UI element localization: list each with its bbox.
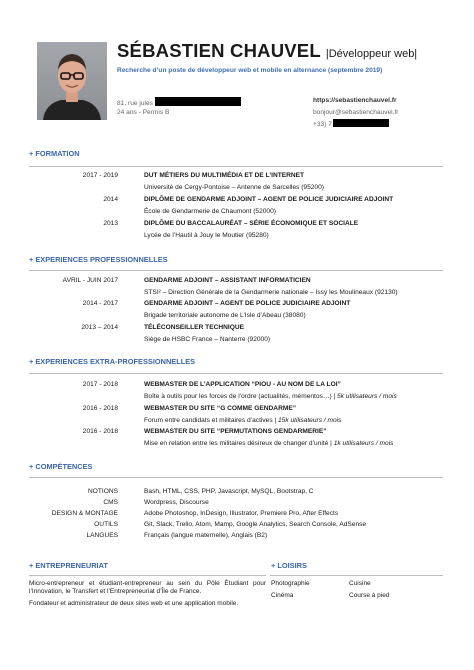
entrepreneuriat-text: Micro-entrepreneur et étudiant-entrepreneur au sein du Pôle Étudiant pour l’Innovation, le Transfert et l’Entrepreneuriat d’Île de France. [29, 580, 266, 596]
section-competences-title: + COMPÉTENCES [29, 462, 93, 471]
experience-item-detail [20, 312, 460, 322]
phone-line [313, 119, 389, 128]
formation-item [20, 172, 460, 182]
redacted-phone [333, 119, 389, 127]
formation-item [20, 220, 460, 230]
item-detail: STSI² – Direction Générale de la Gendarmerie nationale – Issy les Moulineaux (92130) [144, 289, 398, 296]
skill-value: Bash, HTML, CSS, PHP, Javascript, MySQL, Bootstrap, C [144, 488, 314, 495]
skill-label: DESIGN & MONTAGE [51, 510, 118, 517]
experience-item-detail [20, 336, 460, 346]
item-description: Forum entre candidats et militaires d’actives | [144, 417, 279, 424]
item-audience: 1k utilisateurs / mois [333, 440, 394, 447]
formation-item-detail [20, 184, 460, 194]
experience-item [20, 277, 460, 287]
item-description: Mise en relation entre les militaires désireux de changer d’unité | [144, 440, 334, 447]
section-formation-title: + FORMATION [29, 149, 80, 158]
item-detail: Lycée de l’Hautil à Jouy le Moutier (95280) [144, 232, 269, 239]
skill-label: CMS [103, 499, 118, 506]
item-title: WEBMASTER DU SITE “PERMUTATIONS GENDARMERIE” [144, 428, 327, 435]
hobby-item: Cinéma [271, 592, 294, 599]
extra-item-detail [20, 393, 460, 403]
item-title: GENDARME ADJOINT – ASSISTANT INFORMATICIEN [144, 277, 311, 284]
extra-item [20, 405, 460, 415]
extra-item-detail [20, 440, 460, 450]
section-extra-title: + EXPERIENCES EXTRA-PROFESSIONNELLES [29, 357, 196, 366]
skill-row [20, 488, 460, 498]
skill-value: Git, Slack, Trello, Atom, Mamp, Google Analytics, Search Console, AdSense [144, 521, 367, 528]
age-license: 24 ans - Permis B [117, 109, 170, 116]
item-audience: 15k utilisateurs / mois [278, 417, 342, 424]
divider [29, 373, 443, 374]
item-date: 2016 - 2018 [82, 428, 118, 435]
divider [29, 575, 266, 576]
item-detail [144, 417, 341, 424]
entrepreneuriat-text: Fondateur et administrateur de deux sites web et une application mobile. [29, 600, 239, 607]
skill-label: OUTILS [94, 521, 118, 528]
skill-label: NOTIONS [87, 488, 118, 495]
item-date: 2014 [103, 196, 118, 203]
skill-value: Français (langue maternelle), Anglais (B2) [144, 532, 268, 539]
item-date: AVRIL - JUIN 2017 [62, 277, 118, 284]
portrait-illustration [37, 42, 107, 120]
item-title: DIPLÔME DE GENDARME ADJOINT – AGENT DE POLICE JUDICIAIRE ADJOINT [144, 196, 394, 203]
skill-row [20, 521, 460, 531]
item-title: TÉLÉCONSEILLER TECHNIQUE [144, 324, 245, 331]
skill-row [20, 499, 460, 509]
hobby-item: Cuisine [349, 580, 371, 587]
item-detail: Université de Cergy-Pontoise – Antenne de Sarcelles (95200) [144, 184, 324, 191]
extra-item [20, 381, 460, 391]
redacted-address [155, 97, 241, 106]
item-date: 2017 - 2018 [82, 381, 118, 388]
skill-label: LANGUES [86, 532, 118, 539]
item-detail: Siège de HSBC France – Nanterre (92000) [144, 336, 271, 343]
item-date: 2017 - 2019 [82, 172, 118, 179]
skill-value: Adobe Photoshop, InDesign, Illustrator, Premiere Pro, After Effects [144, 510, 339, 517]
item-detail [144, 393, 397, 400]
item-date: 2013 – 2014 [81, 324, 118, 331]
section-loisirs-title: + LOISIRS [271, 561, 307, 570]
address-line [117, 97, 241, 107]
name-line [117, 40, 417, 62]
extra-item-detail [20, 417, 460, 427]
candidate-name: SÉBASTIEN CHAUVEL [117, 40, 321, 61]
item-title: GENDARME ADJOINT – AGENT DE POLICE JUDICIAIRE ADJOINT [144, 300, 351, 307]
email-link[interactable]: bonjour@sebastienchauvel.fr [313, 109, 399, 116]
hobby-item: Photographie [271, 580, 310, 587]
formation-item-detail [20, 208, 460, 218]
experience-item [20, 300, 460, 310]
item-date: 2013 [103, 220, 118, 227]
section-entrepreneuriat-title: + ENTREPRENEURIAT [29, 561, 108, 570]
phone: +33) 7 [313, 121, 332, 128]
profile-photo [37, 42, 107, 120]
divider [29, 270, 443, 271]
item-audience: 5k utilisateurs / mois [337, 393, 397, 400]
extra-item [20, 428, 460, 438]
divider [29, 166, 443, 167]
item-date: 2014 - 2017 [82, 300, 118, 307]
formation-item [20, 196, 460, 206]
experience-item [20, 324, 460, 334]
item-title: DUT MÉTIERS DU MULTIMÉDIA ET DE L’INTERNET [144, 172, 305, 179]
job-objective: Recherche d’un poste de développeur web et mobile en alternance (septembre 2019) [117, 67, 383, 74]
skill-value: Wordpress, Discourse [144, 499, 209, 506]
item-detail [144, 440, 393, 447]
experience-item-detail [20, 289, 460, 299]
item-date: 2016 - 2018 [82, 405, 118, 412]
item-detail: École de Gendarmerie de Chaumont (52000) [144, 208, 276, 215]
divider [29, 477, 443, 478]
item-detail: Brigade territoriale autonome de L’Isle d’Abeau (38080) [144, 312, 306, 319]
item-description: Boîte à outils pour les forces de l’ordre (actualités, mémentos…) | [144, 393, 338, 400]
item-title: DIPLÔME DU BACCALAURÉAT – SÉRIE ÉCONOMIQUE ET SOCIALE [144, 220, 359, 227]
item-title: WEBMASTER DE L’APPLICATION “PIOU - AU NOM DE LA LOI” [144, 381, 341, 388]
divider [270, 575, 443, 576]
skill-row [20, 532, 460, 542]
item-title: WEBMASTER DU SITE “G COMME GENDARME” [144, 405, 297, 412]
website-link[interactable]: https://sebastienchauvel.fr [313, 97, 397, 104]
address: 81, rue jules [117, 100, 153, 107]
skill-row [20, 510, 460, 520]
formation-item-detail [20, 232, 460, 242]
hobby-item: Course à pied [349, 592, 390, 599]
section-experiences-title: + EXPERIENCES PROFESSIONNELLES [29, 255, 168, 264]
candidate-role: |Développeur web| [325, 48, 418, 60]
